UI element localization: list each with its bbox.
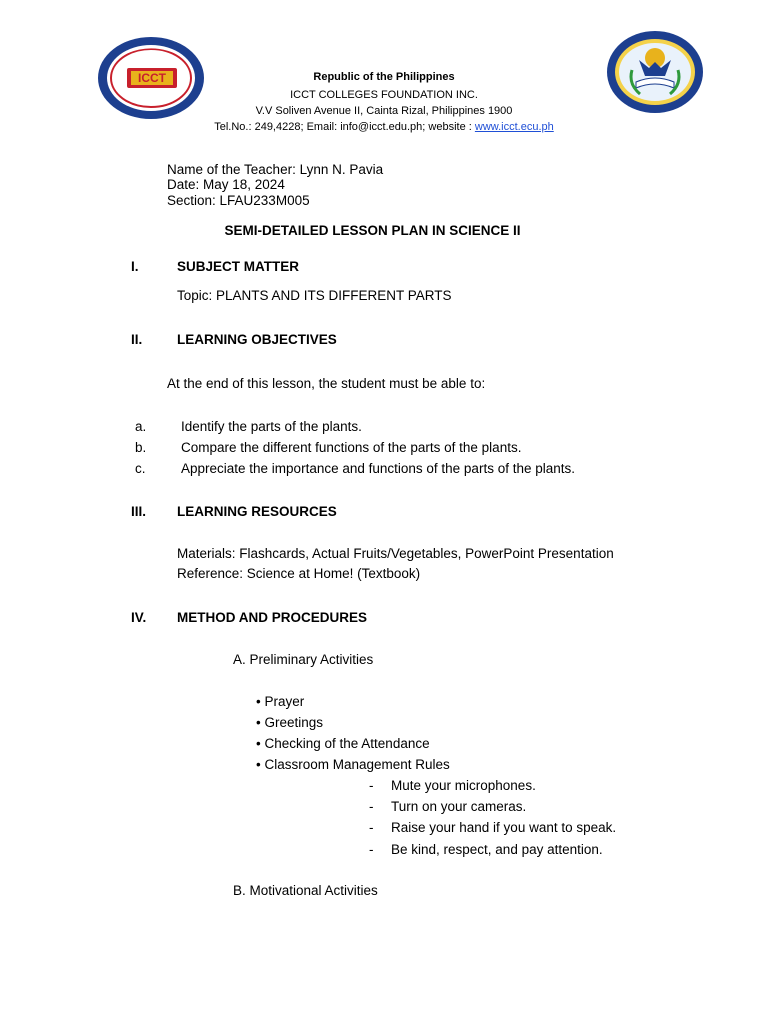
- motivational-activities-label: B. Motivational Activities: [233, 883, 378, 898]
- teacher-name: Name of the Teacher: Lynn N. Pavia: [167, 162, 384, 177]
- section-2-heading: LEARNING OBJECTIVES: [177, 332, 337, 347]
- section-1-heading: SUBJECT MATTER: [177, 259, 300, 274]
- institution-name: ICCT COLLEGES FOUNDATION INC.: [290, 89, 478, 101]
- objective-c-letter: c.: [135, 461, 146, 476]
- rule-1-dash: -: [369, 778, 374, 793]
- section-code: Section: LFAU233M005: [167, 193, 310, 208]
- section-4-heading: METHOD AND PROCEDURES: [177, 610, 368, 625]
- objective-b-letter: b.: [135, 440, 147, 455]
- objectives-intro: At the end of this lesson, the student must be able to:: [167, 376, 486, 391]
- rule-4-text: Be kind, respect, and pay attention.: [391, 842, 603, 857]
- svg-text:ICCT: ICCT: [138, 71, 166, 85]
- section-4-number: IV.: [131, 610, 147, 625]
- section-3-heading: LEARNING RESOURCES: [177, 504, 337, 519]
- bullet-prayer: • Prayer: [256, 694, 305, 709]
- materials-line: Materials: Flashcards, Actual Fruits/Vegetables, PowerPoint Presentation: [177, 546, 614, 561]
- objective-c-text: Appreciate the importance and functions of the parts of the plants.: [181, 461, 575, 476]
- section-2-number: II.: [131, 332, 143, 347]
- institution-address: V.V Soliven Avenue II, Cainta Rizal, Philippines 1900: [255, 105, 513, 117]
- lesson-date: Date: May 18, 2024: [167, 177, 285, 192]
- objective-a-text: Identify the parts of the plants.: [181, 419, 362, 434]
- bullet-classroom-rules: • Classroom Management Rules: [256, 757, 450, 772]
- rule-3-text: Raise your hand if you want to speak.: [391, 820, 617, 835]
- contact-line: [0, 121, 768, 134]
- topic-line: Topic: PLANTS AND ITS DIFFERENT PARTS: [177, 288, 452, 303]
- rule-2-dash: -: [369, 799, 374, 814]
- objective-a-letter: a.: [135, 419, 147, 434]
- bullet-greetings: • Greetings: [256, 715, 324, 730]
- rule-1-text: Mute your microphones.: [391, 778, 536, 793]
- rule-4-dash: -: [369, 842, 374, 857]
- section-1-number: I.: [131, 259, 139, 274]
- preliminary-activities-label: A. Preliminary Activities: [233, 652, 374, 667]
- contact-text: Tel.No.: 249,4228; Email: info@icct.edu.ph; website :: [214, 121, 475, 133]
- document-title: SEMI-DETAILED LESSON PLAN IN SCIENCE II: [224, 223, 521, 238]
- rule-2-text: Turn on your cameras.: [391, 799, 527, 814]
- section-3-number: III.: [131, 504, 147, 519]
- bullet-attendance: • Checking of the Attendance: [256, 736, 430, 751]
- rule-3-dash: -: [369, 820, 374, 835]
- republic-heading: Republic of the Philippines: [313, 71, 455, 83]
- reference-line: Reference: Science at Home! (Textbook): [177, 566, 421, 581]
- website-link[interactable]: www.icct.ecu.ph: [474, 121, 554, 133]
- objective-b-text: Compare the different functions of the parts of the plants.: [181, 440, 522, 455]
